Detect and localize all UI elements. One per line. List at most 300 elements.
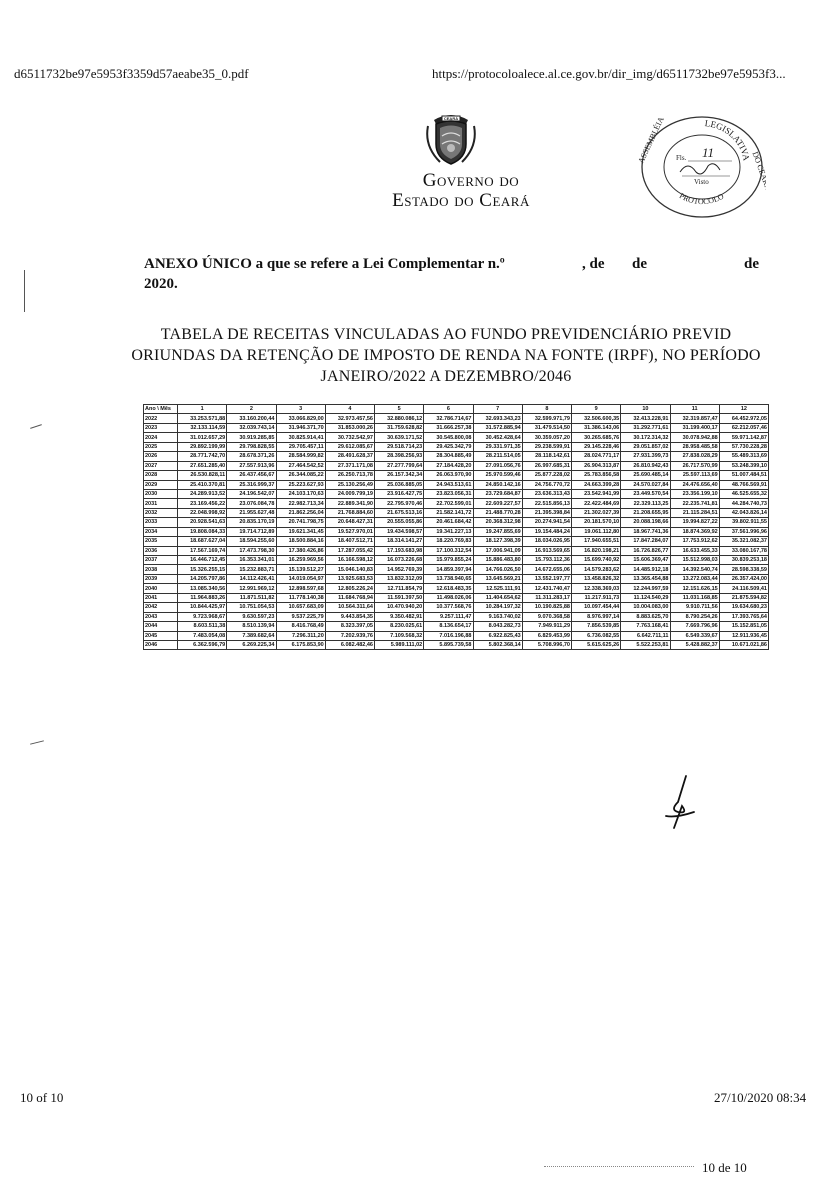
revenue-cell: 26.437.456,67	[227, 471, 276, 480]
row-year: 2024	[144, 433, 178, 442]
table-row	[144, 489, 769, 498]
revenue-cell: 16.073.226,68	[375, 556, 424, 565]
revenue-cell: 23.356.199,10	[670, 489, 719, 498]
table-row	[144, 584, 769, 593]
revenue-cell: 27.838.028,29	[670, 452, 719, 461]
revenue-cell: 28.398.256,93	[375, 452, 424, 461]
row-year: 2023	[144, 423, 178, 432]
table-row	[144, 556, 769, 565]
revenue-cell: 10.190.825,88	[522, 603, 571, 612]
revenue-cell: 32.319.857,47	[670, 414, 719, 423]
revenue-cell: 23.916.427,75	[375, 489, 424, 498]
revenue-cell: 24.476.656,40	[670, 480, 719, 489]
revenue-cell: 18.874.369,92	[670, 527, 719, 536]
revenue-cell: 17.380.426,86	[276, 546, 325, 555]
revenue-cell: 29.612.085,67	[325, 442, 374, 451]
stamp-signature-icon	[680, 164, 720, 174]
revenue-cell: 30.078.942,88	[670, 433, 719, 442]
revenue-cell: 22.702.599,01	[424, 499, 473, 508]
revenue-cell: 18.220.769,83	[424, 537, 473, 546]
row-year: 2027	[144, 461, 178, 470]
source-url[interactable]: https://protocoloalece.al.ce.gov.br/dir_img/d6511732be97e5953f3...	[432, 66, 786, 81]
revenue-cell: 23.636.313,43	[522, 489, 571, 498]
revenue-cell: 27.277.799,64	[375, 461, 424, 470]
revenue-cell: 29.425.342,79	[424, 442, 473, 451]
crest-label: CEARÁ	[443, 116, 459, 121]
revenue-cell: 31.666.257,38	[424, 423, 473, 432]
revenue-cell: 27.091.056,76	[473, 461, 522, 470]
revenue-cell: 18.407.512,71	[325, 537, 374, 546]
revenue-cell: 30.639.171,52	[375, 433, 424, 442]
revenue-cell: 30.452.428,64	[473, 433, 522, 442]
revenue-cell: 51.007.484,51	[719, 471, 768, 480]
table-row	[144, 537, 769, 546]
revenue-cell: 15.793.112,36	[522, 556, 571, 565]
revenue-cell: 9.723.968,67	[178, 612, 227, 621]
footer-rule	[544, 1166, 694, 1167]
row-year: 2037	[144, 556, 178, 565]
revenue-cell: 7.949.911,29	[522, 622, 571, 631]
row-year: 2029	[144, 480, 178, 489]
revenue-cell: 26.997.685,31	[522, 461, 571, 470]
revenue-cell: 6.922.825,43	[473, 631, 522, 640]
header-month: 4	[325, 405, 374, 414]
revenue-cell: 16.633.455,33	[670, 546, 719, 555]
revenue-cell: 35.321.082,37	[719, 537, 768, 546]
revenue-cell: 15.979.855,24	[424, 556, 473, 565]
revenue-cell: 28.958.485,58	[670, 442, 719, 451]
revenue-cell: 24.116.509,41	[719, 584, 768, 593]
revenue-cell: 14.952.769,39	[375, 565, 424, 574]
header-month: 1	[178, 405, 227, 414]
revenue-cell: 16.446.712,45	[178, 556, 227, 565]
revenue-cell: 8.603.511,38	[178, 622, 227, 631]
table-row	[144, 546, 769, 555]
revenue-cell: 24.850.142,16	[473, 480, 522, 489]
revenue-cell: 11.404.654,62	[473, 593, 522, 602]
revenue-cell: 5.802.368,14	[473, 640, 522, 649]
revenue-cell: 30.265.685,76	[572, 433, 621, 442]
revenue-cell: 17.473.798,30	[227, 546, 276, 555]
state-crest-icon	[418, 106, 484, 168]
revenue-cell: 14.019.054,97	[276, 574, 325, 583]
revenue-cell: 18.687.627,04	[178, 537, 227, 546]
revenue-cell: 22.982.713,34	[276, 499, 325, 508]
revenue-cell: 11.031.168,85	[670, 593, 719, 602]
stamp-arc-top: LEGISLATIVA	[704, 118, 752, 162]
revenue-cell: 17.847.284,07	[621, 537, 670, 546]
revenue-cell: 28.024.771,17	[572, 452, 621, 461]
table-row	[144, 414, 769, 423]
revenue-cell: 17.753.912,62	[670, 537, 719, 546]
revenue-cell: 14.672.655,06	[522, 565, 571, 574]
row-year: 2043	[144, 612, 178, 621]
revenue-cell: 14.579.283,62	[572, 565, 621, 574]
revenue-cell: 13.552.197,77	[522, 574, 571, 583]
revenue-cell: 32.786.714,67	[424, 414, 473, 423]
revenue-cell: 32.133.114,59	[178, 423, 227, 432]
government-line-2: Estado do Ceará	[392, 190, 530, 211]
government-line-1: Governo do	[422, 170, 520, 191]
revenue-cell: 26.344.085,22	[276, 471, 325, 480]
revenue-cell: 29.051.857,02	[621, 442, 670, 451]
revenue-cell: 31.479.514,50	[522, 423, 571, 432]
table-row	[144, 603, 769, 612]
annex-de-1: , de	[582, 256, 605, 272]
revenue-cell: 12.618.483,35	[424, 584, 473, 593]
revenue-cell: 22.235.741,81	[670, 499, 719, 508]
revenue-cell: 29.145.228,46	[572, 442, 621, 451]
revenue-cell: 7.296.311,20	[276, 631, 325, 640]
revenue-cell: 21.208.655,95	[621, 508, 670, 517]
revenue-cell: 13.645.569,21	[473, 574, 522, 583]
revenue-cell: 19.527.970,01	[325, 527, 374, 536]
row-year: 2045	[144, 631, 178, 640]
row-year: 2022	[144, 414, 178, 423]
revenue-cell: 11.964.883,26	[178, 593, 227, 602]
revenue-cell: 5.522.253,81	[621, 640, 670, 649]
revenue-cell: 20.835.170,19	[227, 518, 276, 527]
header-month: 9	[572, 405, 621, 414]
revenue-cell: 30.172.314,32	[621, 433, 670, 442]
row-year: 2039	[144, 574, 178, 583]
revenue-cell: 9.537.225,79	[276, 612, 325, 621]
revenue-cell: 9.910.711,56	[670, 603, 719, 612]
revenue-cell: 19.994.827,22	[670, 518, 719, 527]
table-row	[144, 593, 769, 602]
revenue-cell: 26.530.828,11	[178, 471, 227, 480]
revenue-cell: 21.862.256,04	[276, 508, 325, 517]
row-year: 2035	[144, 537, 178, 546]
revenue-cell: 21.302.027,39	[572, 508, 621, 517]
revenue-cell: 20.555.055,86	[375, 518, 424, 527]
revenue-cell: 21.395.398,84	[522, 508, 571, 517]
revenue-cell: 14.485.912,18	[621, 565, 670, 574]
revenue-cell: 9.163.740,02	[473, 612, 522, 621]
revenue-cell: 13.832.312,09	[375, 574, 424, 583]
revenue-cell: 7.202.939,76	[325, 631, 374, 640]
revenue-cell: 10.470.940,20	[375, 603, 424, 612]
revenue-cell: 6.082.482,46	[325, 640, 374, 649]
revenue-cell: 30.919.285,85	[227, 433, 276, 442]
revenue-cell: 20.648.427,31	[325, 518, 374, 527]
revenue-cell: 18.967.741,36	[621, 527, 670, 536]
revenue-cell: 23.542.941,99	[572, 489, 621, 498]
revenue-cell: 30.839.253,18	[719, 556, 768, 565]
revenue-cell: 53.248.399,10	[719, 461, 768, 470]
revenue-cell: 32.599.971,79	[522, 414, 571, 423]
annex-heading	[144, 256, 774, 292]
row-year: 2040	[144, 584, 178, 593]
table-row	[144, 452, 769, 461]
revenue-cell: 11.311.283,17	[522, 593, 571, 602]
header-month: 10	[621, 405, 670, 414]
row-year: 2031	[144, 499, 178, 508]
revenue-cell: 32.693.343,23	[473, 414, 522, 423]
revenue-cell: 21.115.284,51	[670, 508, 719, 517]
revenue-cell: 25.130.256,49	[325, 480, 374, 489]
margin-mark	[24, 270, 25, 312]
stamp-fls-label: Fls.	[676, 154, 687, 162]
revenue-cell: 46.525.655,32	[719, 489, 768, 498]
revenue-cell: 19.061.112,80	[572, 527, 621, 536]
revenue-cell: 24.196.542,07	[227, 489, 276, 498]
revenue-cell: 25.223.627,93	[276, 480, 325, 489]
revenue-cell: 42.043.826,14	[719, 508, 768, 517]
revenue-cell: 12.898.597,68	[276, 584, 325, 593]
header-month: 7	[473, 405, 522, 414]
revenue-cell: 26.157.342,34	[375, 471, 424, 480]
row-year: 2036	[144, 546, 178, 555]
table-title	[130, 324, 762, 387]
revenue-cell: 19.247.855,69	[473, 527, 522, 536]
revenue-cell: 10.671.021,86	[719, 640, 768, 649]
revenue-cell: 29.705.457,11	[276, 442, 325, 451]
annex-year: 2020.	[144, 276, 178, 292]
revenue-cell: 18.500.884,16	[276, 537, 325, 546]
revenue-cell: 8.790.254,26	[670, 612, 719, 621]
revenue-cell: 17.006.941,09	[473, 546, 522, 555]
revenue-cell: 8.883.625,70	[621, 612, 670, 621]
header-month: 2	[227, 405, 276, 414]
revenue-cell: 22.515.856,13	[522, 499, 571, 508]
revenue-cell: 31.759.628,82	[375, 423, 424, 432]
revenue-cell: 26.063.970,90	[424, 471, 473, 480]
revenue-cell: 26.717.570,99	[670, 461, 719, 470]
header-month: 11	[670, 405, 719, 414]
revenue-cell: 18.314.141,27	[375, 537, 424, 546]
revenue-cell: 30.825.914,41	[276, 433, 325, 442]
revenue-cell: 19.341.227,13	[424, 527, 473, 536]
revenue-cell: 12.151.626,15	[670, 584, 719, 593]
revenue-cell: 28.598.338,59	[719, 565, 768, 574]
revenue-cell: 15.606.369,47	[621, 556, 670, 565]
revenue-cell: 28.304.885,49	[424, 452, 473, 461]
revenue-cell: 11.591.397,50	[375, 593, 424, 602]
revenue-cell: 9.070.368,58	[522, 612, 571, 621]
revenue-cell: 22.048.998,92	[178, 508, 227, 517]
table-row	[144, 631, 769, 640]
table-header-row	[144, 405, 769, 414]
row-year: 2030	[144, 489, 178, 498]
revenue-cell: 26.250.713,78	[325, 471, 374, 480]
revenue-cell: 10.657.683,09	[276, 603, 325, 612]
page-number-bottom: 10 de 10	[702, 1160, 747, 1175]
revenue-cell: 25.690.485,14	[621, 471, 670, 480]
revenue-cell: 39.802.911,55	[719, 518, 768, 527]
revenue-cell: 25.410.370,81	[178, 480, 227, 489]
revenue-cell: 11.684.768,94	[325, 593, 374, 602]
revenue-cell: 57.730.228,28	[719, 442, 768, 451]
table-row	[144, 518, 769, 527]
revenue-cell: 16.820.198,21	[572, 546, 621, 555]
revenue-cell: 10.377.568,76	[424, 603, 473, 612]
revenue-cell: 28.678.371,26	[227, 452, 276, 461]
stamp-visto: Visto	[694, 178, 709, 186]
revenue-cell: 14.112.426,41	[227, 574, 276, 583]
revenue-cell: 15.046.140,83	[325, 565, 374, 574]
revenue-cell: 31.386.143,06	[572, 423, 621, 432]
revenue-cell: 7.389.682,64	[227, 631, 276, 640]
revenue-cell: 15.152.851,05	[719, 622, 768, 631]
table-row	[144, 640, 769, 649]
revenue-cell: 11.217.911,73	[572, 593, 621, 602]
revenue-cell: 8.230.025,61	[375, 622, 424, 631]
revenue-cell: 8.136.654,17	[424, 622, 473, 631]
revenue-cell: 8.323.397,05	[325, 622, 374, 631]
revenue-cell: 7.109.568,32	[375, 631, 424, 640]
revenue-cell: 27.371.171,08	[325, 461, 374, 470]
revenue-cell: 14.766.026,50	[473, 565, 522, 574]
revenue-cell: 6.829.453,99	[522, 631, 571, 640]
revenue-cell: 27.184.428,20	[424, 461, 473, 470]
revenue-cell: 22.795.970,46	[375, 499, 424, 508]
revenue-cell: 26.810.942,43	[621, 461, 670, 470]
revenue-cell: 20.461.684,42	[424, 518, 473, 527]
page-count: 10 of 10	[20, 1090, 64, 1105]
revenue-cell: 29.518.714,23	[375, 442, 424, 451]
revenue-cell: 24.009.799,19	[325, 489, 374, 498]
revenue-cell: 14.205.797,86	[178, 574, 227, 583]
revenue-cell: 18.127.398,39	[473, 537, 522, 546]
stamp-arc-right: DO CEARÁ	[750, 150, 766, 192]
revenue-cell: 10.564.311,64	[325, 603, 374, 612]
revenue-cell: 32.039.743,14	[227, 423, 276, 432]
revenue-cell: 10.004.083,00	[621, 603, 670, 612]
handwritten-signature-icon	[648, 772, 708, 842]
revenue-cell: 31.012.657,29	[178, 433, 227, 442]
revenue-cell: 15.232.883,71	[227, 565, 276, 574]
revenue-cell: 22.609.227,57	[473, 499, 522, 508]
table-row	[144, 480, 769, 489]
table-row	[144, 499, 769, 508]
table-row	[144, 622, 769, 631]
revenue-cell: 24.570.027,84	[621, 480, 670, 489]
revenue-cell: 15.512.998,03	[670, 556, 719, 565]
revenue-cell: 10.844.425,97	[178, 603, 227, 612]
revenue-cell: 24.756.770,72	[522, 480, 571, 489]
revenue-cell: 6.549.339,67	[670, 631, 719, 640]
revenue-cell: 29.331.971,35	[473, 442, 522, 451]
stamp-arc-left: ASSEMBLÉIA	[638, 115, 666, 165]
revenue-cell: 31.572.885,94	[473, 423, 522, 432]
row-year: 2038	[144, 565, 178, 574]
revenue-cell: 32.413.228,91	[621, 414, 670, 423]
revenue-cell: 59.971.142,87	[719, 433, 768, 442]
revenue-cell: 24.103.170,63	[276, 489, 325, 498]
revenue-cell: 28.491.628,37	[325, 452, 374, 461]
revenue-cell: 31.292.771,61	[621, 423, 670, 432]
revenue-cell: 22.889.341,90	[325, 499, 374, 508]
revenue-cell: 11.871.511,82	[227, 593, 276, 602]
revenue-cell: 17.193.683,98	[375, 546, 424, 555]
revenue-cell: 24.943.513,61	[424, 480, 473, 489]
title-line-3: JANEIRO/2022 A DEZEMBRO/2046	[320, 368, 572, 385]
revenue-cell: 23.729.684,87	[473, 489, 522, 498]
revenue-cell: 16.913.569,65	[522, 546, 571, 555]
revenue-cell: 21.675.513,16	[375, 508, 424, 517]
revenue-cell: 5.615.625,26	[572, 640, 621, 649]
revenue-cell: 12.431.740,47	[522, 584, 571, 593]
table-row	[144, 527, 769, 536]
revenue-cell: 13.925.683,53	[325, 574, 374, 583]
table-row	[144, 565, 769, 574]
revenue-cell: 22.329.113,25	[621, 499, 670, 508]
revenue-cell: 21.488.770,28	[473, 508, 522, 517]
revenue-cell: 17.567.169,74	[178, 546, 227, 555]
annex-text: ANEXO ÚNICO a que se refere a Lei Complementar n.º	[144, 256, 505, 272]
revenue-cell: 26.357.424,00	[719, 574, 768, 583]
revenue-cell: 15.139.512,27	[276, 565, 325, 574]
print-timestamp: 27/10/2020 08:34	[714, 1090, 807, 1105]
revenue-cell: 31.199.400,17	[670, 423, 719, 432]
revenue-cell: 23.823.056,31	[424, 489, 473, 498]
revenue-cell: 19.808.084,33	[178, 527, 227, 536]
revenue-cell: 48.766.569,91	[719, 480, 768, 489]
revenue-cell: 20.274.941,54	[522, 518, 571, 527]
revenue-cell: 26.904.313,87	[572, 461, 621, 470]
revenue-cell: 29.238.599,91	[522, 442, 571, 451]
revenue-cell: 28.211.514,05	[473, 452, 522, 461]
revenue-cell: 33.066.829,00	[276, 414, 325, 423]
revenue-cell: 28.584.999,82	[276, 452, 325, 461]
revenue-cell: 25.036.885,05	[375, 480, 424, 489]
svg-text:PROTOCOLO	[678, 191, 726, 206]
revenue-cell: 27.557.913,96	[227, 461, 276, 470]
revenue-cell: 14.859.397,94	[424, 565, 473, 574]
revenue-cell: 20.368.312,98	[473, 518, 522, 527]
row-year: 2025	[144, 442, 178, 451]
revenue-cell: 33.080.167,78	[719, 546, 768, 555]
revenue-cell: 6.736.082,55	[572, 631, 621, 640]
revenue-cell: 12.991.969,12	[227, 584, 276, 593]
revenue-cell: 13.365.454,88	[621, 574, 670, 583]
revenue-cell: 29.798.828,55	[227, 442, 276, 451]
revenue-cell: 30.359.057,20	[522, 433, 571, 442]
revenue-cell: 23.449.570,54	[621, 489, 670, 498]
row-year: 2041	[144, 593, 178, 602]
revenue-cell: 20.928.541,63	[178, 518, 227, 527]
revenue-cell: 17.940.655,51	[572, 537, 621, 546]
revenue-cell: 5.895.739,58	[424, 640, 473, 649]
annex-de-3: de	[744, 256, 759, 272]
revenue-cell: 19.634.680,23	[719, 603, 768, 612]
revenue-cell: 8.976.997,14	[572, 612, 621, 621]
table-row	[144, 461, 769, 470]
revenue-cell: 17.100.312,54	[424, 546, 473, 555]
revenue-cell: 28.771.742,70	[178, 452, 227, 461]
row-year: 2034	[144, 527, 178, 536]
revenue-cell: 31.853.000,26	[325, 423, 374, 432]
revenue-cell: 29.892.199,99	[178, 442, 227, 451]
table-row	[144, 471, 769, 480]
revenue-cell: 33.160.200,44	[227, 414, 276, 423]
revenue-table	[143, 404, 769, 650]
revenue-cell: 19.154.484,24	[522, 527, 571, 536]
revenue-cell: 15.326.255,15	[178, 565, 227, 574]
annex-de-2: de	[632, 256, 647, 272]
revenue-cell: 5.428.882,37	[670, 640, 719, 649]
revenue-cell: 5.989.111,02	[375, 640, 424, 649]
revenue-cell: 7.483.054,08	[178, 631, 227, 640]
row-year: 2026	[144, 452, 178, 461]
row-year: 2042	[144, 603, 178, 612]
revenue-cell: 12.911.936,45	[719, 631, 768, 640]
revenue-cell: 24.663.399,28	[572, 480, 621, 489]
table-row	[144, 433, 769, 442]
revenue-cell: 13.085.340,56	[178, 584, 227, 593]
header-year-month: Ano \ Mês	[144, 405, 178, 414]
